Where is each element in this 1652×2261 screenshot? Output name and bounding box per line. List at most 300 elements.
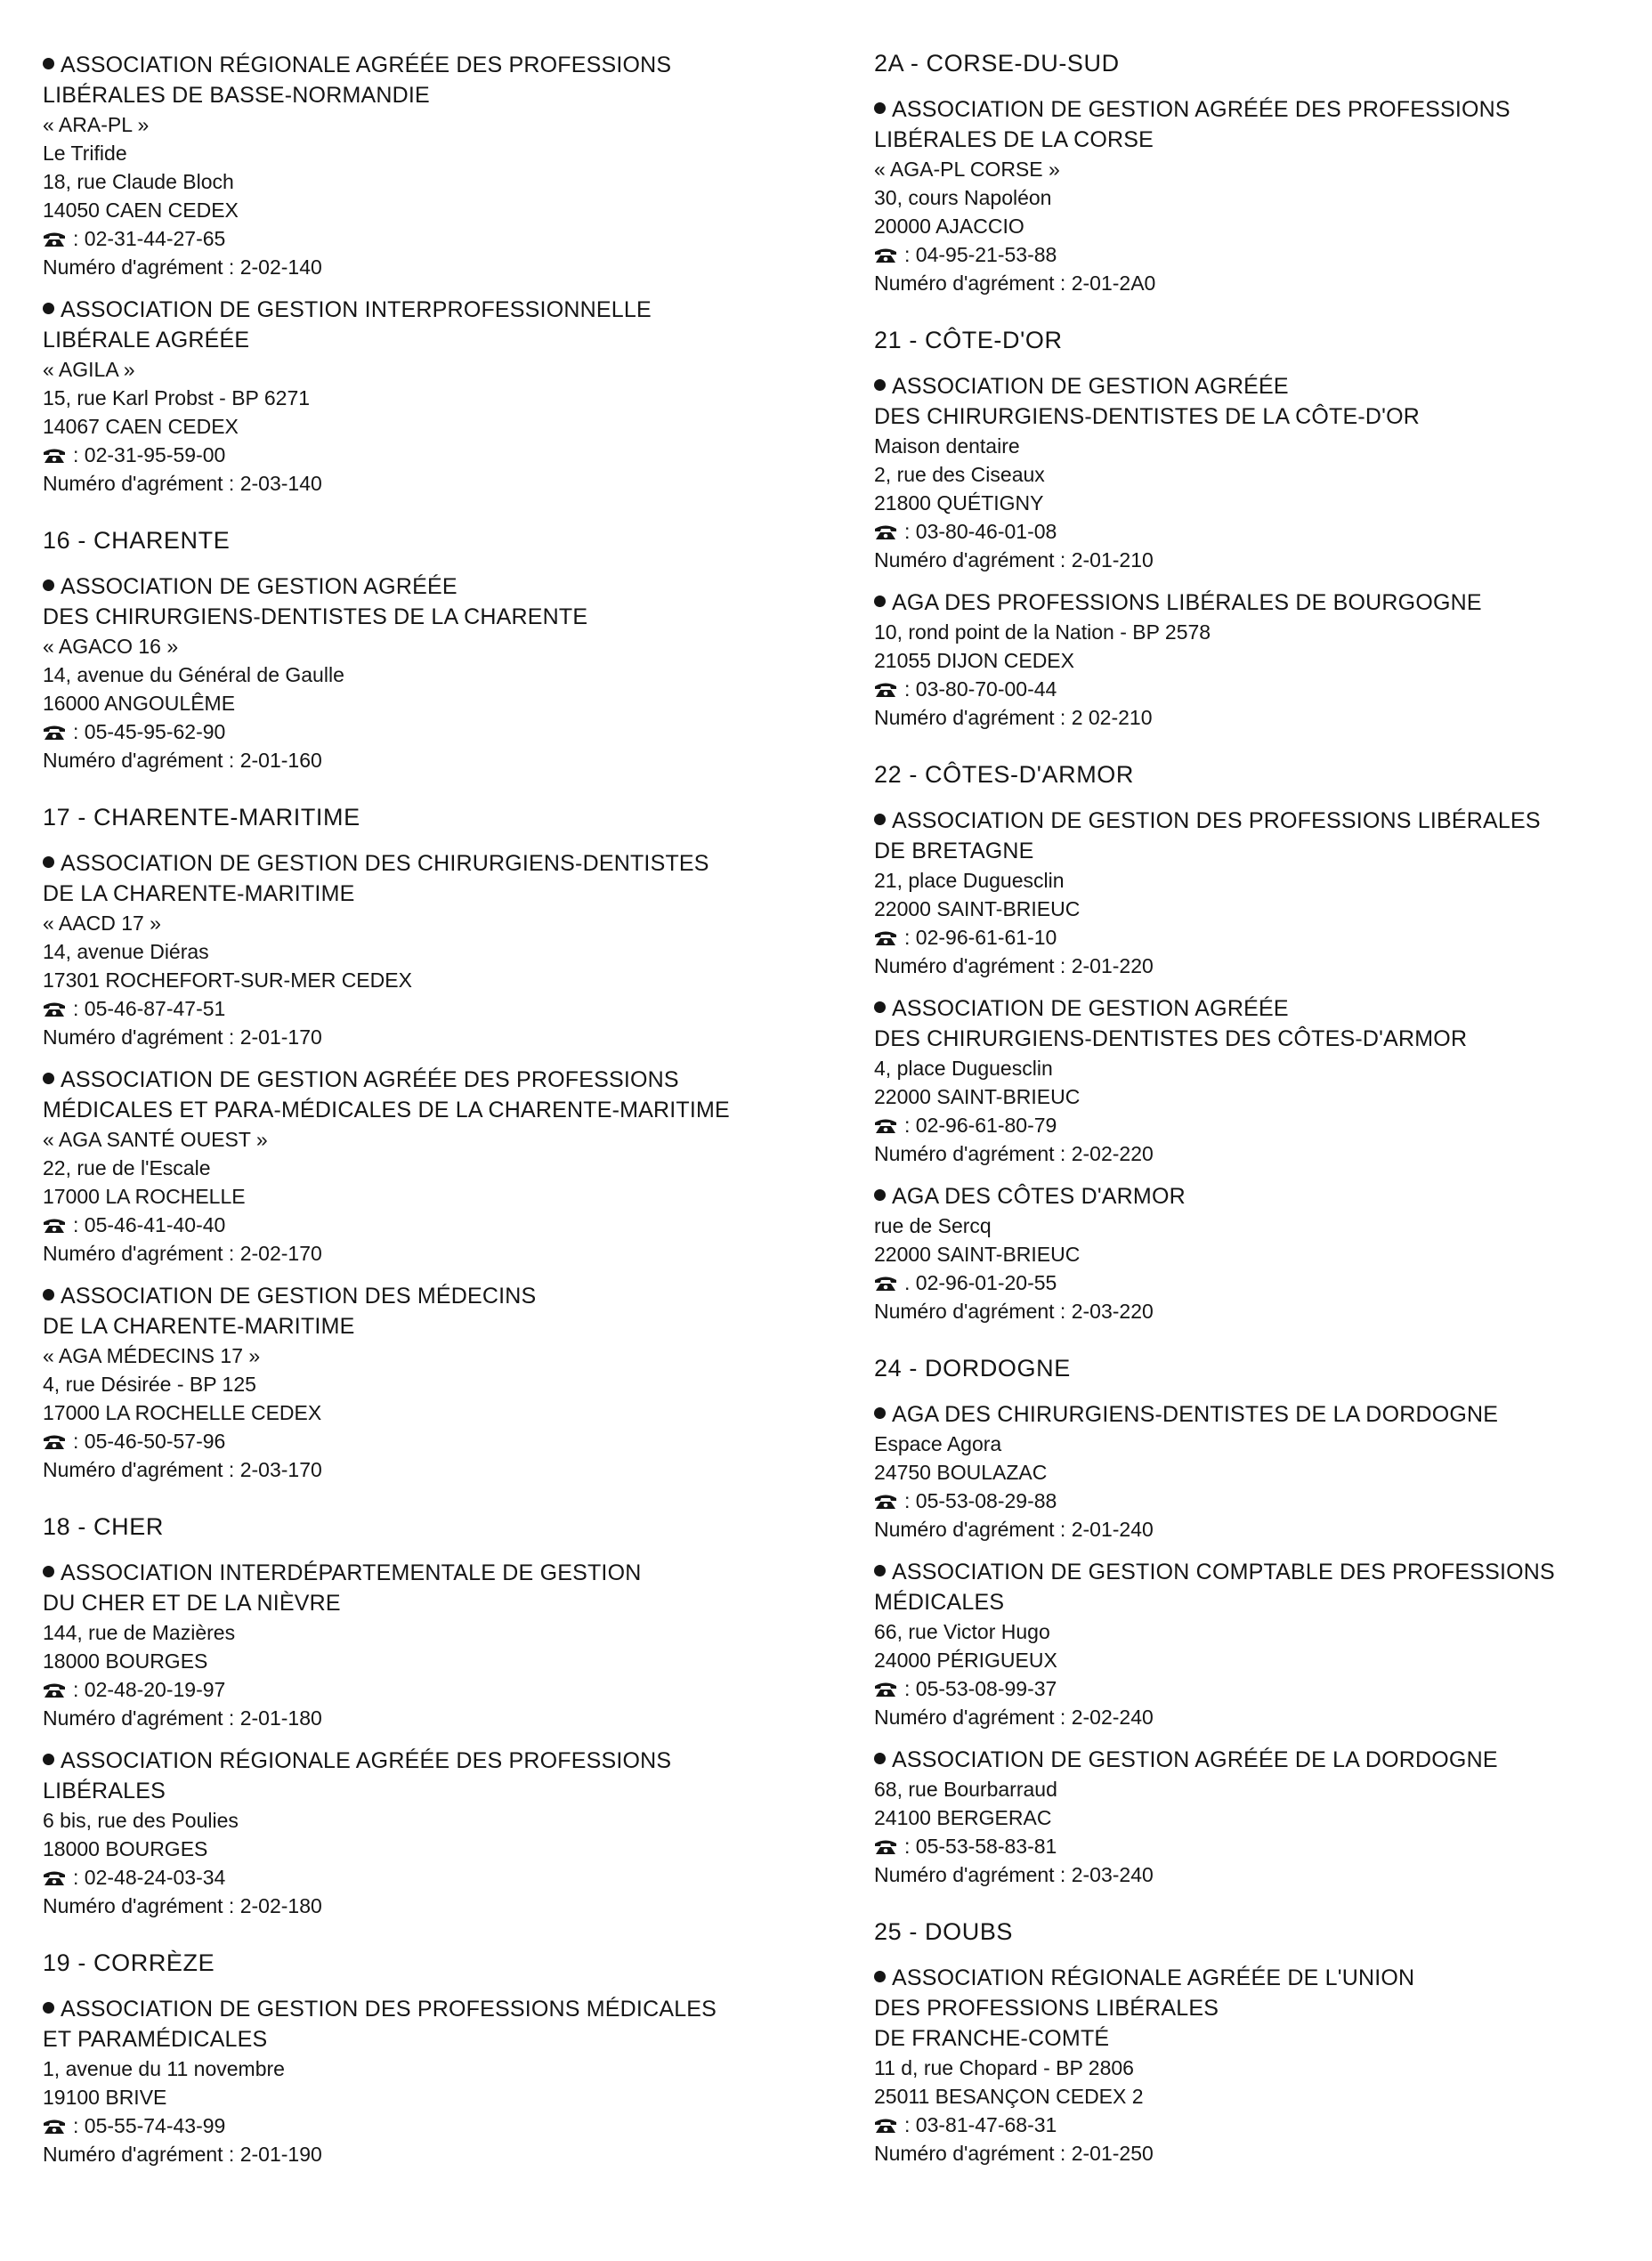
association-name-line-text: AGA DES CÔTES D'ARMOR (892, 1184, 1186, 1209)
agreement-number (874, 269, 1640, 297)
association-name-line-text: ASSOCIATION DE GESTION INTERPROFESSIONNELLE (61, 297, 652, 322)
bullet-icon (43, 1754, 54, 1765)
address-line (43, 1370, 826, 1398)
bullet-icon (874, 814, 886, 825)
address-line (874, 1054, 1640, 1082)
department-heading: 21 - CÔTE-D'OR (874, 327, 1063, 353)
department-heading: 18 - CHER (43, 1513, 164, 1540)
phone-line-text: : 02-96-61-61-10 (904, 926, 1057, 949)
address-line-text: 22000 SAINT-BRIEUC (874, 897, 1081, 920)
association-name-line (43, 602, 826, 632)
telephone-icon (874, 682, 897, 698)
association-short-name-text: « AGACO 16 » (43, 635, 179, 658)
bullet-icon (43, 58, 54, 69)
agreement-number (43, 253, 826, 281)
address-line (874, 895, 1640, 923)
phone-line (43, 1675, 826, 1704)
association-name-line-text: LIBÉRALES (43, 1779, 166, 1803)
bullet-icon (874, 1001, 886, 1013)
association-short-name-text: « AGILA » (43, 358, 135, 381)
association-name-line-text: DES PROFESSIONS LIBÉRALES (874, 1996, 1219, 2021)
agreement-number-text: Numéro d'agrément : 2-03-220 (874, 1300, 1154, 1323)
agreement-number (874, 1297, 1640, 1325)
address-line-text: 4, rue Désirée - BP 125 (43, 1373, 256, 1396)
agreement-number-text: Numéro d'agrément : 2-02-240 (874, 1706, 1154, 1729)
address-line (874, 460, 1640, 489)
department-heading: 16 - CHARENTE (43, 527, 231, 554)
telephone-icon (874, 1839, 897, 1855)
phone-line-text: : 05-46-87-47-51 (73, 997, 226, 1020)
address-line-text: rue de Sercq (874, 1214, 992, 1237)
bullet-icon (43, 1073, 54, 1084)
association-name-line-text: ASSOCIATION RÉGIONALE AGRÉÉE DE L'UNION (892, 1965, 1415, 1990)
phone-line (874, 1674, 1640, 1703)
address-line (874, 866, 1640, 895)
agreement-number (43, 1704, 826, 1732)
phone-line (874, 1487, 1640, 1515)
agreement-number (43, 1455, 826, 1484)
address-line-text: 10, rond point de la Nation - BP 2578 (874, 620, 1211, 644)
association-name-line-text: ASSOCIATION DE GESTION DES PROFESSIONS MÉDICALES (61, 1997, 717, 2022)
address-line-text: 1, avenue du 11 novembre (43, 2057, 285, 2080)
association-short-name (43, 1125, 826, 1154)
telephone-icon (874, 524, 897, 540)
address-line (874, 1646, 1640, 1674)
telephone-icon (43, 1870, 66, 1886)
association-name-line-text: ET PARAMÉDICALES (43, 2027, 268, 2052)
association-entry (43, 571, 826, 774)
agreement-number (874, 1703, 1640, 1731)
association-entry (874, 1181, 1640, 1325)
address-line (874, 1775, 1640, 1803)
association-name-line (874, 1024, 1640, 1054)
agreement-number (43, 746, 826, 774)
telephone-icon (874, 2118, 897, 2134)
address-line (43, 2054, 826, 2083)
address-line-text: Le Trifide (43, 142, 127, 165)
address-line-text: 24100 BERGERAC (874, 1806, 1052, 1829)
address-line (874, 2082, 1640, 2111)
address-line-text: 18, rue Claude Bloch (43, 170, 234, 193)
association-name-line (874, 588, 1640, 618)
bullet-icon (43, 1289, 54, 1301)
association-entry (43, 848, 826, 1051)
association-short-name (43, 110, 826, 139)
association-name-line-text: ASSOCIATION DE GESTION COMPTABLE DES PROFESSIONS (892, 1560, 1555, 1584)
association-name-line-text: LIBÉRALES DE BASSE-NORMANDIE (43, 83, 430, 108)
phone-line (874, 240, 1640, 269)
association-name-line-text: DE LA CHARENTE-MARITIME (43, 1314, 355, 1339)
phone-line (874, 2111, 1640, 2139)
phone-line (43, 1211, 826, 1239)
telephone-icon (874, 1494, 897, 1510)
phone-line (43, 994, 826, 1023)
association-name-line (43, 848, 826, 879)
address-line (43, 196, 826, 224)
department-heading: 22 - CÔTES-D'ARMOR (874, 761, 1134, 788)
agreement-number-text: Numéro d'agrément : 2-01-220 (874, 954, 1154, 977)
department-heading: 25 - DOUBS (874, 1918, 1014, 1945)
association-name-line (874, 993, 1640, 1024)
association-name-line (874, 2023, 1640, 2054)
address-line-text: 18000 BOURGES (43, 1649, 208, 1673)
association-name-line (874, 125, 1640, 155)
bullet-icon (874, 1407, 886, 1419)
telephone-icon (43, 1218, 66, 1234)
address-line-text: 144, rue de Mazières (43, 1621, 236, 1644)
address-line (43, 689, 826, 717)
department-heading: 17 - CHARENTE-MARITIME (43, 804, 360, 831)
agreement-number (874, 952, 1640, 980)
address-line-text: 30, cours Napoléon (874, 186, 1052, 209)
address-line (43, 1618, 826, 1647)
address-line-text: 66, rue Victor Hugo (874, 1620, 1050, 1643)
association-name-line (43, 1558, 826, 1588)
association-name-line (43, 80, 826, 110)
association-short-name-text: « AGA MÉDECINS 17 » (43, 1344, 261, 1367)
phone-line-text: : 02-96-61-80-79 (904, 1114, 1057, 1137)
address-line-text: 68, rue Bourbarraud (874, 1778, 1057, 1801)
agreement-number-text: Numéro d'agrément : 2 02-210 (874, 706, 1153, 729)
address-line-text: 22000 SAINT-BRIEUC (874, 1243, 1081, 1266)
bullet-icon (874, 1189, 886, 1201)
telephone-icon (43, 1434, 66, 1450)
address-line-text: 22000 SAINT-BRIEUC (874, 1085, 1081, 1108)
association-name-line (43, 50, 826, 80)
agreement-number-text: Numéro d'agrément : 2-01-180 (43, 1706, 322, 1730)
association-name-line-text: MÉDICALES (874, 1590, 1005, 1615)
association-entry (43, 1065, 826, 1268)
association-short-name-text: « AGA-PL CORSE » (874, 158, 1060, 181)
address-line (43, 167, 826, 196)
agreement-number-text: Numéro d'agrément : 2-01-170 (43, 1025, 322, 1049)
telephone-icon (874, 930, 897, 946)
association-name-line (874, 1963, 1640, 1993)
agreement-number-text: Numéro d'agrément : 2-03-240 (874, 1863, 1154, 1886)
telephone-icon (43, 2119, 66, 2135)
telephone-icon (43, 448, 66, 464)
association-short-name-text: « ARA-PL » (43, 113, 150, 136)
association-name-line (874, 401, 1640, 432)
association-name-line-text: ASSOCIATION DE GESTION DES PROFESSIONS LIBÉRALES (892, 808, 1541, 833)
association-entry (874, 94, 1640, 297)
address-line-text: 14050 CAEN CEDEX (43, 199, 239, 222)
address-line-text: 24000 PÉRIGUEUX (874, 1649, 1057, 1672)
bullet-icon (874, 1565, 886, 1576)
address-line-text: 20000 AJACCIO (874, 215, 1024, 238)
address-line-text: Espace Agora (874, 1432, 1002, 1455)
bullet-icon (874, 379, 886, 391)
agreement-number (874, 1515, 1640, 1544)
address-line (43, 1182, 826, 1211)
address-line (43, 139, 826, 167)
association-entry (43, 1281, 826, 1484)
phone-line-text: : 05-53-58-83-81 (904, 1835, 1057, 1858)
phone-line (874, 1268, 1640, 1297)
association-entry (874, 1745, 1640, 1889)
agreement-number (874, 1139, 1640, 1168)
phone-line (43, 2111, 826, 2140)
phone-line-text: . 02-96-01-20-55 (904, 1271, 1057, 1294)
agreement-number (43, 2140, 826, 2168)
agreement-number-text: Numéro d'agrément : 2-02-180 (43, 1894, 322, 1917)
association-name-line-text: ASSOCIATION INTERDÉPARTEMENTALE DE GESTION (61, 1560, 642, 1585)
phone-line-text: : 05-46-50-57-96 (73, 1430, 226, 1453)
association-name-line-text: DE LA CHARENTE-MARITIME (43, 881, 355, 906)
agreement-number (43, 1239, 826, 1268)
association-entry (874, 1399, 1640, 1544)
association-name-line-text: AGA DES PROFESSIONS LIBÉRALES DE BOURGOGNE (892, 590, 1482, 615)
agreement-number-text: Numéro d'agrément : 2-02-170 (43, 1242, 322, 1265)
bullet-icon (43, 303, 54, 314)
address-line (874, 489, 1640, 517)
phone-line (874, 1111, 1640, 1139)
address-line (43, 412, 826, 441)
phone-line-text: : 05-53-08-29-88 (904, 1489, 1057, 1512)
association-name-line-text: DES CHIRURGIENS-DENTISTES DES CÔTES-D'ARMOR (874, 1026, 1468, 1051)
address-line (874, 2054, 1640, 2082)
association-name-line-text: MÉDICALES ET PARA-MÉDICALES DE LA CHARENTE-MARITIME (43, 1098, 730, 1122)
agreement-number (43, 1023, 826, 1051)
address-line-text: 17000 LA ROCHELLE CEDEX (43, 1401, 322, 1424)
association-short-name-text: « AGA SANTÉ OUEST » (43, 1128, 268, 1151)
association-short-name (43, 355, 826, 384)
association-name-line (43, 571, 826, 602)
agreement-number-text: Numéro d'agrément : 2-03-170 (43, 1458, 322, 1481)
phone-line-text: : 05-55-74-43-99 (73, 2114, 226, 2137)
phone-line (874, 1832, 1640, 1860)
association-name-line (43, 1065, 826, 1095)
department-section (874, 761, 1640, 1325)
department-section (43, 804, 826, 1484)
phone-line (43, 1427, 826, 1455)
phone-line (874, 923, 1640, 952)
association-name-line-text: ASSOCIATION DE GESTION DES CHIRURGIENS-DENTISTES (61, 851, 709, 876)
association-name-line (874, 1745, 1640, 1775)
department-heading: 24 - DORDOGNE (874, 1355, 1071, 1382)
telephone-icon (43, 231, 66, 247)
department-section (874, 327, 1640, 732)
association-short-name (43, 1341, 826, 1370)
association-name-line-text: ASSOCIATION DE GESTION AGRÉÉE (892, 996, 1289, 1021)
association-name-line (874, 1587, 1640, 1617)
address-line-text: 21055 DIJON CEDEX (874, 649, 1074, 672)
phone-line-text: : 02-31-95-59-00 (73, 443, 226, 466)
association-name-line-text: DE FRANCHE-COMTÉ (874, 2026, 1110, 2051)
association-name-line-text: DES CHIRURGIENS-DENTISTES DE LA CHARENTE (43, 604, 588, 629)
telephone-icon (874, 1276, 897, 1292)
association-name-line-text: ASSOCIATION DE GESTION AGRÉÉE DES PROFESSIONS (61, 1067, 679, 1092)
address-line-text: 22, rue de l'Escale (43, 1156, 211, 1179)
bullet-icon (874, 1753, 886, 1764)
address-line-text: 17301 ROCHEFORT-SUR-MER CEDEX (43, 968, 412, 992)
phone-line-text: : 02-31-44-27-65 (73, 227, 226, 250)
association-name-line-text: DU CHER ET DE LA NIÈVRE (43, 1591, 341, 1616)
address-line (43, 2083, 826, 2111)
association-entry (43, 295, 826, 498)
phone-line-text: : 05-45-95-62-90 (73, 720, 226, 743)
address-line (43, 1835, 826, 1863)
address-line-text: 14067 CAEN CEDEX (43, 415, 239, 438)
association-name-line-text: ASSOCIATION DE GESTION DES MÉDECINS (61, 1284, 537, 1309)
agreement-number (43, 469, 826, 498)
address-line-text: 25011 BESANÇON CEDEX 2 (874, 2085, 1144, 2108)
telephone-icon (874, 247, 897, 263)
association-name-line-text: ASSOCIATION DE GESTION AGRÉÉE DES PROFESSIONS (892, 97, 1510, 122)
address-line (874, 1082, 1640, 1111)
association-short-name-text: « AACD 17 » (43, 912, 161, 935)
address-line (874, 618, 1640, 646)
department-section (43, 1949, 826, 2168)
phone-line-text: : 05-46-41-40-40 (73, 1213, 226, 1236)
association-name-line-text: DE BRETAGNE (874, 839, 1034, 863)
address-line (43, 1154, 826, 1182)
phone-line (43, 441, 826, 469)
address-line (43, 966, 826, 994)
association-entry (43, 1994, 826, 2168)
address-line (43, 1806, 826, 1835)
address-line (874, 183, 1640, 212)
bullet-icon (874, 596, 886, 607)
association-name-line (43, 1281, 826, 1311)
phone-line-text: : 03-80-46-01-08 (904, 520, 1057, 543)
address-line-text: 19100 BRIVE (43, 2086, 167, 2109)
department-section (43, 527, 826, 774)
association-short-name (874, 155, 1640, 183)
phone-line-text: : 03-80-70-00-44 (904, 677, 1057, 701)
phone-line (874, 675, 1640, 703)
phone-line-text: : 03-81-47-68-31 (904, 2113, 1057, 2136)
association-name-line (43, 295, 826, 325)
address-line (43, 1647, 826, 1675)
department-heading: 2A - CORSE-DU-SUD (874, 50, 1120, 77)
department-section (874, 1918, 1640, 2168)
address-line-text: 4, place Duguesclin (874, 1057, 1053, 1080)
address-line-text: 2, rue des Ciseaux (874, 463, 1045, 486)
association-name-line (43, 1095, 826, 1125)
association-name-line (874, 371, 1640, 401)
association-name-line (874, 806, 1640, 836)
address-line (43, 937, 826, 966)
association-name-line (874, 94, 1640, 125)
telephone-icon (43, 725, 66, 741)
bullet-icon (874, 1971, 886, 1982)
department-section (43, 1513, 826, 1920)
department-heading: 19 - CORRÈZE (43, 1949, 215, 1976)
association-name-line (43, 325, 826, 355)
phone-line-text: : 02-48-20-19-97 (73, 1678, 226, 1701)
agreement-number-text: Numéro d'agrément : 2-01-210 (874, 548, 1154, 571)
address-line-text: 6 bis, rue des Poulies (43, 1809, 239, 1832)
phone-line-text: : 02-48-24-03-34 (73, 1866, 226, 1889)
association-name-line (43, 2024, 826, 2054)
phone-line-text: : 05-53-08-99-37 (904, 1677, 1057, 1700)
address-line (874, 212, 1640, 240)
address-line-text: 21800 QUÉTIGNY (874, 491, 1044, 515)
agreement-number-text: Numéro d'agrément : 2-01-240 (874, 1518, 1154, 1541)
association-name-line (874, 1993, 1640, 2023)
address-line (874, 1240, 1640, 1268)
association-entry (874, 1963, 1640, 2168)
phone-line-text: : 04-95-21-53-88 (904, 243, 1057, 266)
address-line-text: Maison dentaire (874, 434, 1020, 458)
address-line (43, 1398, 826, 1427)
association-name-line (43, 879, 826, 909)
association-short-name (43, 909, 826, 937)
association-name-line (874, 1181, 1640, 1212)
phone-line (43, 224, 826, 253)
telephone-icon (874, 1682, 897, 1698)
address-line (874, 1430, 1640, 1458)
association-name-line (43, 1311, 826, 1341)
address-line (874, 1458, 1640, 1487)
association-name-line-text: ASSOCIATION RÉGIONALE AGRÉÉE DES PROFESSIONS (61, 53, 672, 77)
address-line-text: 11 d, rue Chopard - BP 2806 (874, 2056, 1134, 2079)
right-column (874, 50, 1640, 2197)
association-name-line (43, 1994, 826, 2024)
address-line-text: 14, avenue du Général de Gaulle (43, 663, 344, 686)
association-name-line-text: LIBÉRALES DE LA CORSE (874, 127, 1154, 152)
association-name-line (43, 1746, 826, 1776)
association-name-line-text: ASSOCIATION DE GESTION AGRÉÉE (892, 374, 1289, 399)
bullet-icon (43, 2002, 54, 2014)
association-name-line-text: LIBÉRALE AGRÉÉE (43, 328, 250, 353)
address-line (43, 660, 826, 689)
department-section (874, 50, 1640, 297)
agreement-number-text: Numéro d'agrément : 2-03-140 (43, 472, 322, 495)
association-entry (874, 993, 1640, 1168)
phone-line (43, 1863, 826, 1892)
agreement-number-text: Numéro d'agrément : 2-01-160 (43, 749, 322, 772)
address-line (43, 384, 826, 412)
address-line-text: 18000 BOURGES (43, 1837, 208, 1860)
address-line-text: 14, avenue Diéras (43, 940, 209, 963)
bullet-icon (43, 1566, 54, 1577)
association-entry (874, 806, 1640, 980)
address-line-text: 24750 BOULAZAC (874, 1461, 1048, 1484)
association-entry (874, 1557, 1640, 1731)
agreement-number-text: Numéro d'agrément : 2-02-220 (874, 1142, 1154, 1165)
association-name-line-text: ASSOCIATION DE GESTION AGRÉÉE DE LA DORDOGNE (892, 1747, 1498, 1772)
agreement-number-text: Numéro d'agrément : 2-01-190 (43, 2143, 322, 2166)
agreement-number-text: Numéro d'agrément : 2-01-2A0 (874, 271, 1156, 295)
association-entry (43, 1746, 826, 1920)
association-entry (874, 371, 1640, 574)
agreement-number (874, 2139, 1640, 2168)
association-name-line-text: DES CHIRURGIENS-DENTISTES DE LA CÔTE-D'OR (874, 404, 1421, 429)
address-line (874, 646, 1640, 675)
bullet-icon (874, 102, 886, 114)
association-name-line-text: AGA DES CHIRURGIENS-DENTISTES DE LA DORDOGNE (892, 1402, 1499, 1427)
agreement-number (874, 1860, 1640, 1889)
association-name-line-text: ASSOCIATION RÉGIONALE AGRÉÉE DES PROFESSIONS (61, 1748, 672, 1773)
agreement-number (874, 703, 1640, 732)
address-line-text: 15, rue Karl Probst - BP 6271 (43, 386, 311, 409)
address-line (874, 432, 1640, 460)
agreement-number (43, 1892, 826, 1920)
address-line (874, 1803, 1640, 1832)
left-column (43, 50, 826, 2198)
association-name-line-text: ASSOCIATION DE GESTION AGRÉÉE (61, 574, 458, 599)
phone-line (874, 517, 1640, 546)
department-section (874, 1355, 1640, 1889)
address-line-text: 17000 LA ROCHELLE (43, 1185, 246, 1208)
association-short-name (43, 632, 826, 660)
telephone-icon (874, 1118, 897, 1134)
association-name-line (43, 1588, 826, 1618)
address-line-text: 21, place Duguesclin (874, 869, 1065, 892)
address-line (874, 1617, 1640, 1646)
